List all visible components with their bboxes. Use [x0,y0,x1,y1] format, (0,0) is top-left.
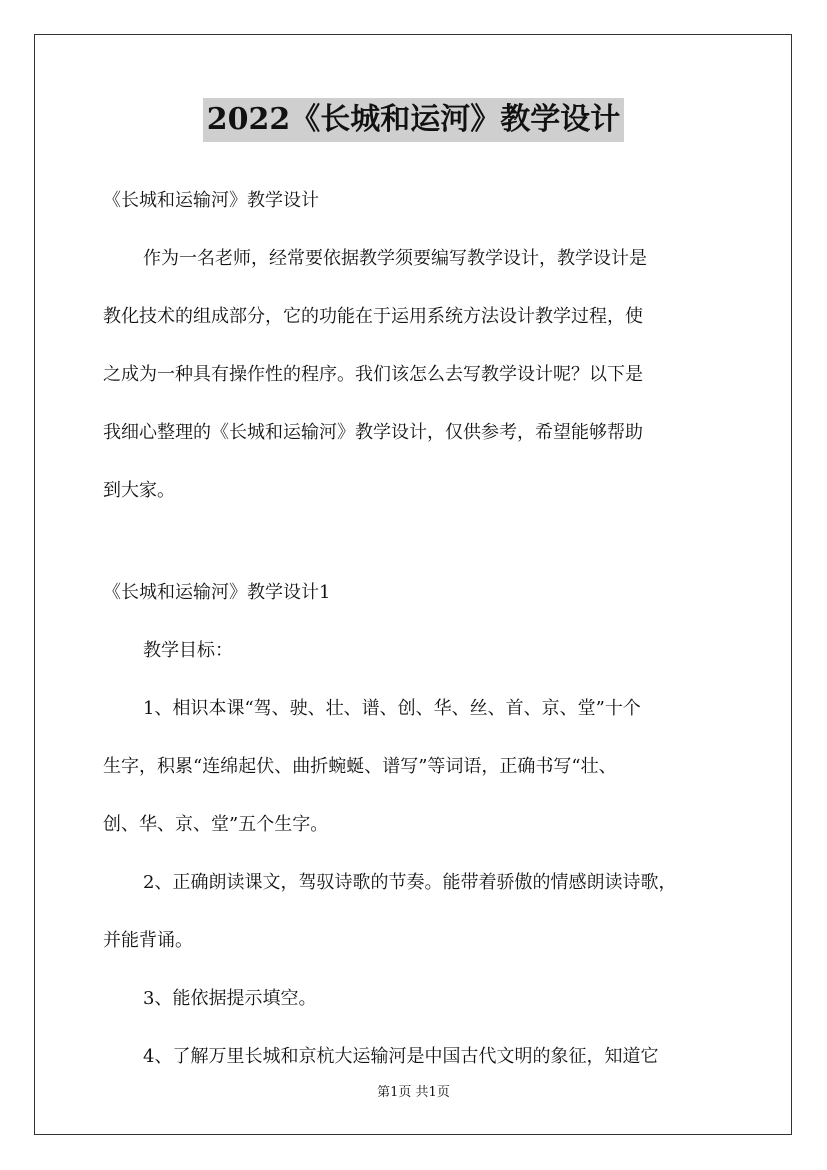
document-title: 2022《长城和运河》教学设计 [203,98,625,142]
intro-line: 到大家。 [103,480,175,501]
document-subtitle: 《长城和运输河》教学设计 [103,190,319,211]
section-title: 《长城和运输河》教学设计1 [103,582,331,603]
goal-line: 2、正确朗读课文，驾驭诗歌的节奏。能带着骄傲的情感朗读诗歌， [143,872,677,893]
page-footer [0,1084,827,1102]
goal-line: 并能背诵。 [103,930,193,951]
goal-line: 创、华、京、堂”五个生字。 [103,814,329,835]
document-body [103,172,727,1086]
intro-line: 之成为一种具有操作性的程序。我们该怎么去写教学设计呢？以下是 [103,364,643,385]
goal-line: 生字，积累“连绵起伏、曲折蜿蜒、谱写”等词语，正确书写“壮、 [103,756,617,777]
goal-line: 1、相识本课“驾、驶、壮、谱、创、华、丝、首、京、堂”十个 [143,698,641,719]
goal-line: 4、了解万里长城和京杭大运输河是中国古代文明的象征，知道它 [143,1046,659,1067]
title-wrap [0,98,827,142]
section-spacer [103,520,727,564]
intro-line: 教化技术的组成部分，它的功能在于运用系统方法设计教学过程，使 [103,306,643,327]
intro-line: 作为一名老师，经常要依据教学须要编写教学设计，教学设计是 [143,248,647,269]
goals-heading: 教学目标： [143,640,233,661]
intro-line: 我细心整理的《长城和运输河》教学设计，仅供参考，希望能够帮助 [103,422,643,443]
page-number-label: 第1页 共1页 [377,1085,450,1100]
goal-line: 3、能依据提示填空。 [143,988,317,1009]
